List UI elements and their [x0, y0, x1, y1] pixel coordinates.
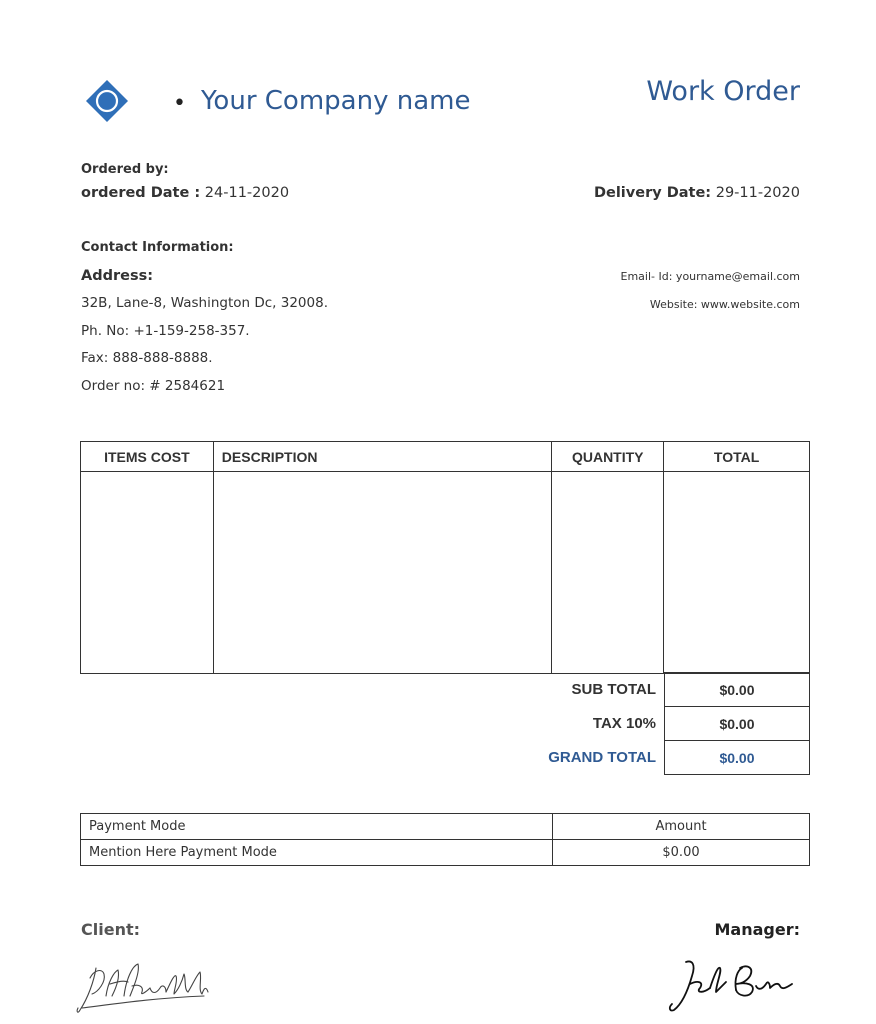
client-signature-icon [74, 956, 214, 1016]
payment-mode-value[interactable]: Mention Here Payment Mode [81, 840, 553, 866]
company-bullet: • [173, 91, 186, 116]
sub-total-label: SUB TOTAL [571, 681, 656, 698]
address-line: 32B, Lane-8, Washington Dc, 32008. [81, 295, 328, 311]
ordered-date [81, 185, 289, 201]
payment-table [80, 813, 810, 866]
contact-heading: Contact Information: [81, 240, 234, 255]
items-body-row [81, 472, 810, 674]
email-line: Email- Id: yourname@email.com [620, 270, 800, 283]
total-cell[interactable] [664, 472, 810, 674]
ordered-by-label: Ordered by: [81, 162, 169, 177]
items-cost-header: ITEMS COST [81, 442, 214, 472]
tax-value: $0.00 [665, 707, 810, 741]
quantity-header: QUANTITY [552, 442, 664, 472]
delivery-date [594, 185, 800, 201]
payment-value-row [81, 840, 810, 866]
amount-header: Amount [553, 814, 810, 840]
payment-mode-header: Payment Mode [81, 814, 553, 840]
company-logo-icon [85, 79, 129, 123]
amount-value[interactable]: $0.00 [553, 840, 810, 866]
phone-line: Ph. No: +1-159-258-357. [81, 323, 250, 339]
document-title: Work Order [646, 76, 800, 107]
sub-total-value: $0.00 [665, 673, 810, 707]
grand-total-label: GRAND TOTAL [548, 749, 656, 766]
totals-table [80, 672, 810, 775]
grand-total-value: $0.00 [665, 741, 810, 775]
payment-header-row [81, 814, 810, 840]
description-cell[interactable] [213, 472, 551, 674]
total-header: TOTAL [664, 442, 810, 472]
tax-row [80, 707, 810, 741]
quantity-cell[interactable] [552, 472, 664, 674]
address-label: Address: [81, 268, 154, 284]
items-cost-cell[interactable] [81, 472, 214, 674]
items-table [80, 441, 810, 674]
delivery-date-label: Delivery Date: [593, 185, 712, 201]
grand-total-row [80, 741, 810, 775]
items-header-row [81, 442, 810, 472]
company-name: Your Company name [201, 86, 471, 116]
ordered-date-value: 24-11-2020 [204, 185, 290, 201]
sub-total-row [80, 673, 810, 707]
website-line: Website: www.website.com [649, 298, 800, 311]
manager-signature-icon [666, 954, 806, 1016]
tax-label: TAX 10% [592, 715, 656, 732]
client-label: Client: [81, 920, 140, 939]
order-number-line: Order no: # 2584621 [81, 378, 226, 394]
fax-line: Fax: 888-888-8888. [81, 350, 213, 366]
delivery-date-value: 29-11-2020 [715, 185, 800, 201]
manager-label: Manager: [714, 920, 800, 939]
ordered-date-label: ordered Date : [81, 185, 201, 201]
description-header: DESCRIPTION [213, 442, 551, 472]
